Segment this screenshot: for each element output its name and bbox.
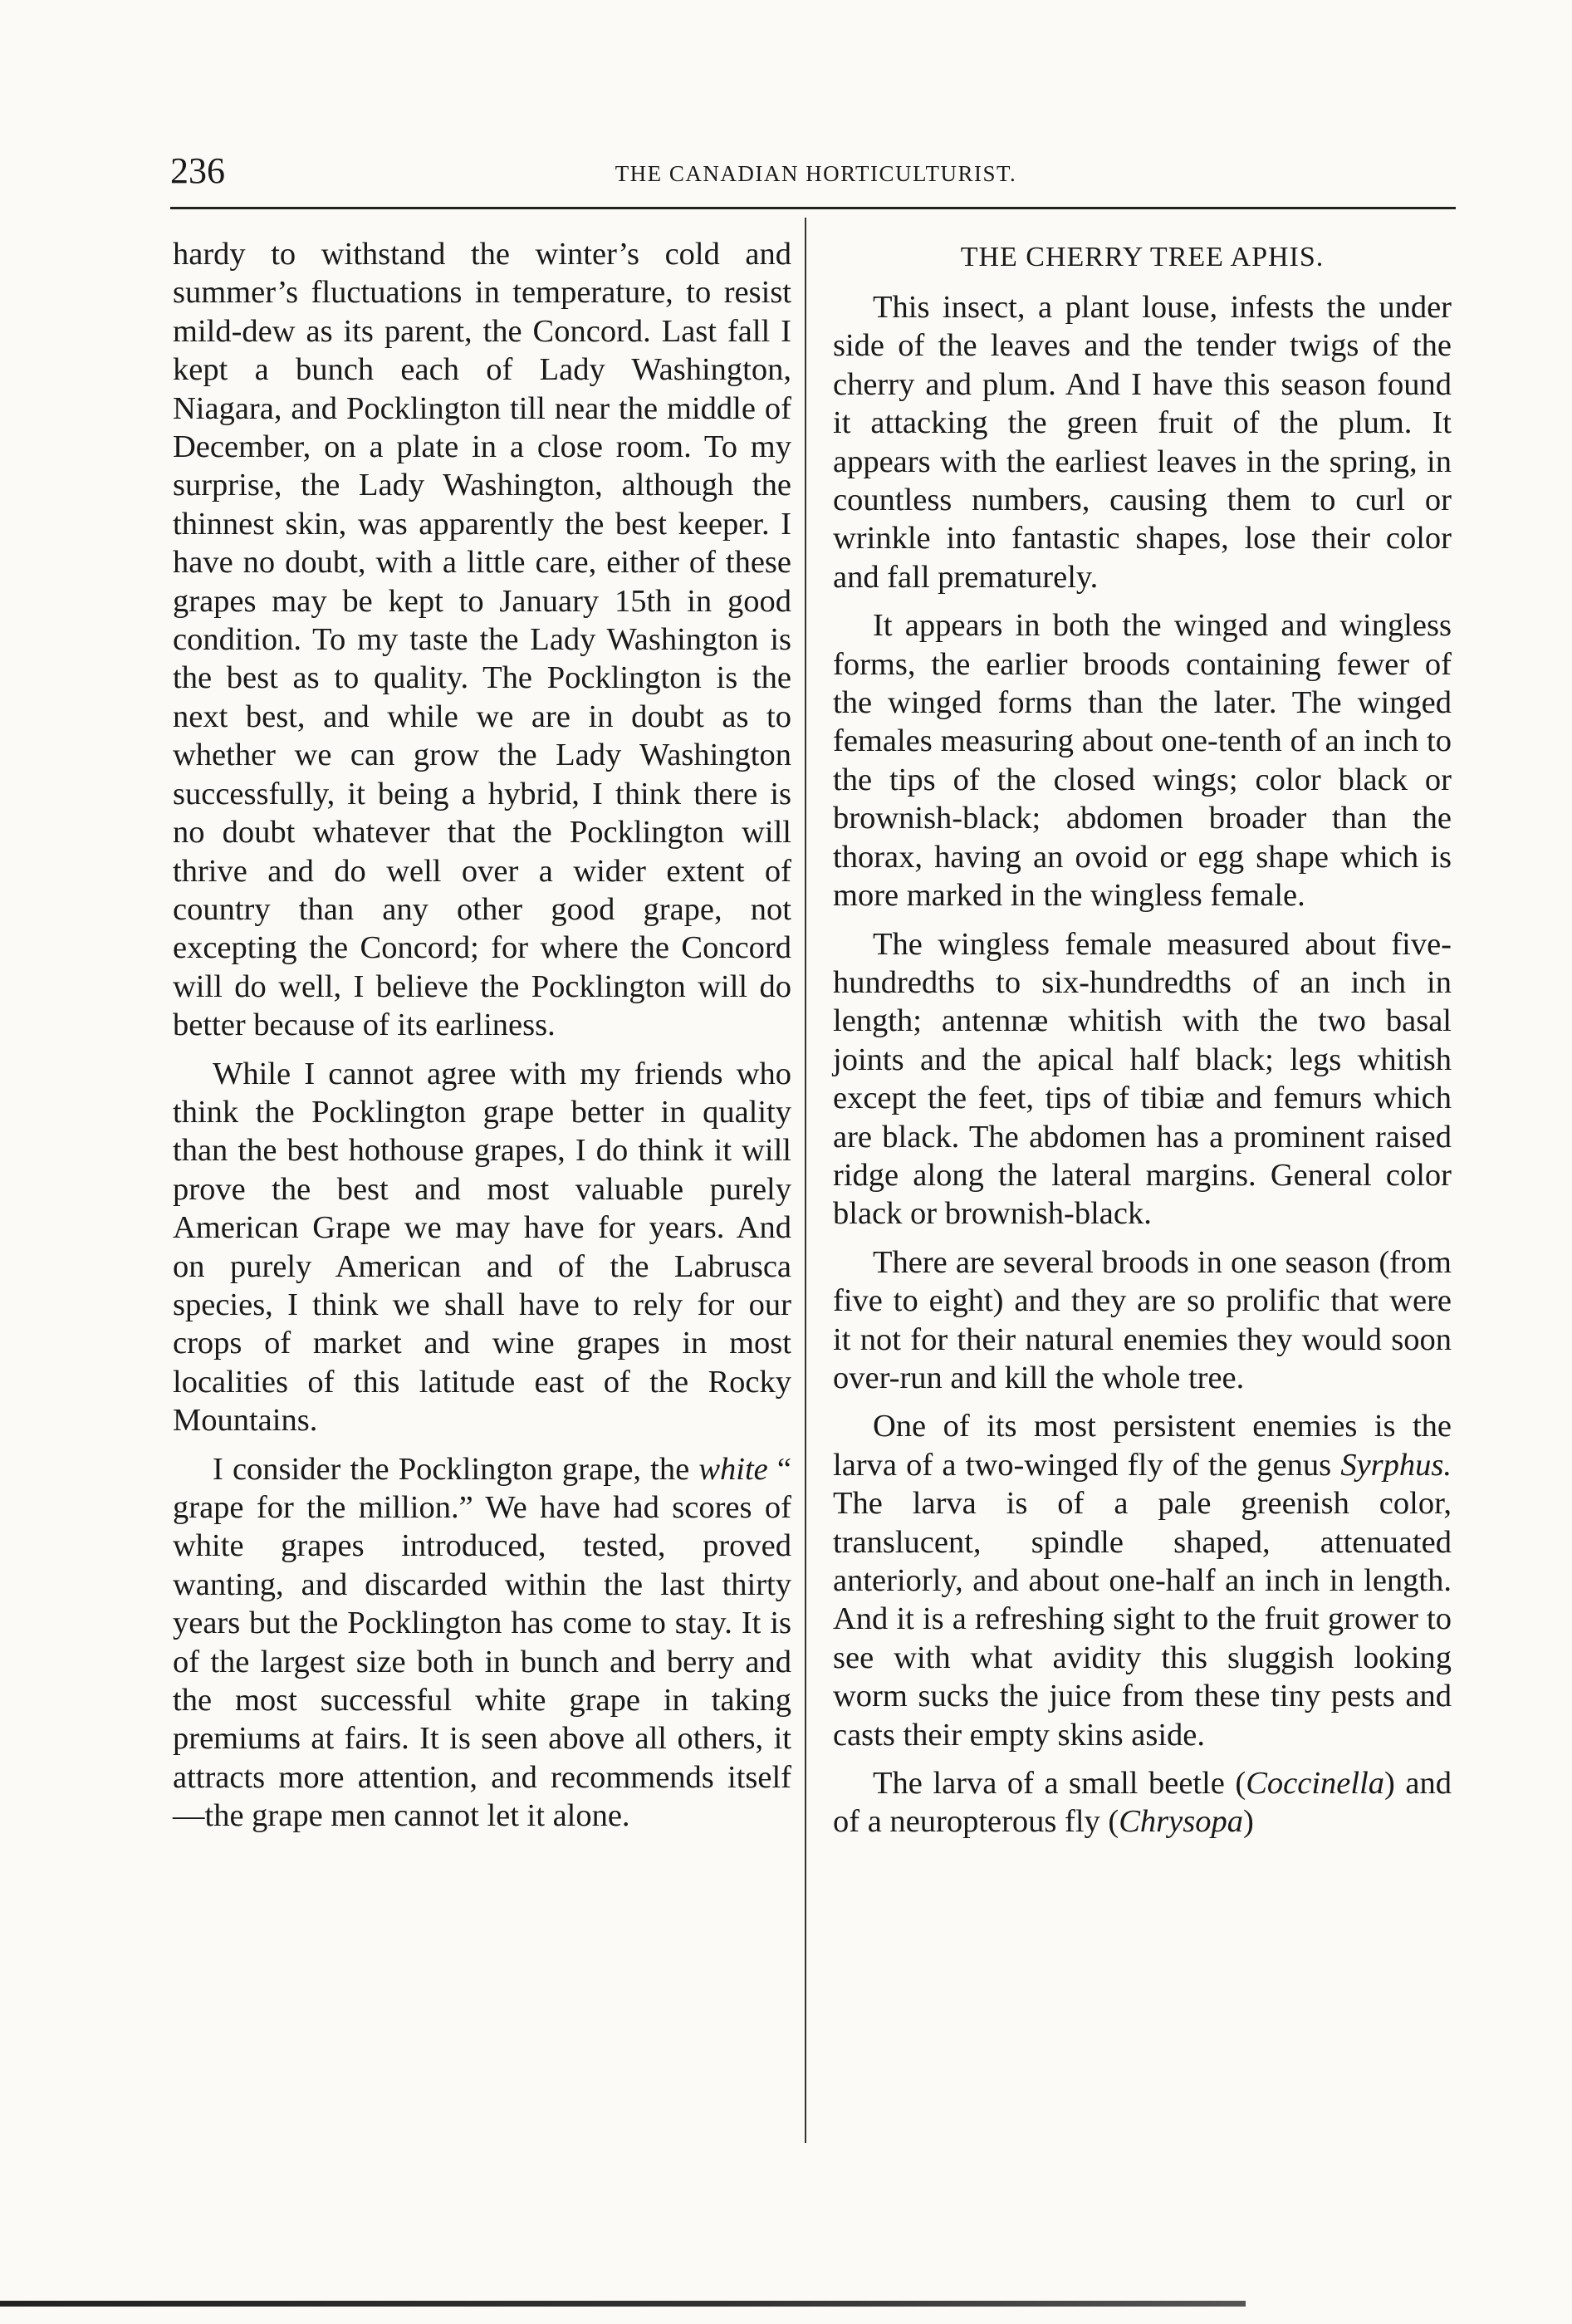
paragraph: There are several broods in one season (from five to eight) and they are so prolific that were it not for their natural enemies they would soon over-run and kill the whole tree. [833, 1244, 1452, 1395]
paragraph: The wingless female measured about five-hundredths to six-hundredths of an inch in length; antennæ whitish with the two basal joints and the apical half black; legs whitish except the feet, tips of tibiæ and femurs which are black. The abdomen has a prominent raised ridge along the lateral margins. General color black or brownish-black. [833, 926, 1452, 1232]
paragraph: While I cannot agree with my friends who think the Pocklington grape better in quality than the best hothouse grapes, I do think it will prove the best and most valuable purely American Grape we may have for years. And on purely American and of the Labrusca species, I think we shall have to rely for our crops of market and wine grapes in most localities of this latitude east of the Rocky Mountains. [173, 1056, 791, 1439]
text-run: The larva is of a pale greenish color, translucent, spindle shaped, attenuated anteriorly, and about one-half an inch in length. And it is a refreshing sight to the fruit grower to see with what avidity this sluggish looking worm sucks the juice from these tiny pests and casts their empty skins aside. [833, 1486, 1452, 1753]
text-run: ) and of a neuropterous fly ( [833, 1766, 1452, 1840]
text-run: ) [1242, 1804, 1254, 1840]
header-rule [170, 207, 1456, 209]
bottom-rule [0, 2301, 1246, 2307]
paragraph: This insect, a plant louse, infests the under side of the leaves and the tender twigs of the cherry and plum. And I have this season found it attacking the green fruit of the plum. It appears with the earliest leaves in the spring, in countless numbers, causing them to curl or wrinkle into fantastic shapes, lose their color and fall prematurely. [833, 290, 1452, 595]
italic-text: Coccinella [1246, 1766, 1385, 1802]
left-column [173, 235, 791, 1846]
text-run: “ grape for the million.” We have had scores of white grapes introduced, tested, proved wanting, and discarded within the last thirty years but the Pocklington has come to stay. It is of the largest size both in bunch and berry and the most successful white grape in taking premiums at fairs. It is seen above all others, it attracts more attention, and recommends itself—the grape men cannot let it alone. [173, 1451, 792, 1834]
paragraph: It appears in both the winged and wingless forms, the earlier broods containing fewer of the winged forms than the later. The winged females measuring about one-tenth of an inch to the tips of the closed wings; color black or brownish-black; abdomen broader than the thorax, having an ovoid or egg shape which is more marked in the wingless female. [833, 608, 1452, 914]
paragraph: hardy to withstand the winter’s cold and summer’s fluctuations in temperature, to resist mild-dew as its parent, the Concord. Last fall I kept a bunch each of Lady Washington, Niagara, and Pocklington till near the middle of December, on a plate in a close room. To my surprise, the Lady Washington, although the thinnest skin, was apparently the best keeper. I have no doubt, with a little care, either of these grapes may be kept to January 15th in good condition. To my taste the Lady Washington is the best as to quality. The Pocklington is the next best, and while we are in doubt as to whether we can grow the Lady Washington successfully, it being a hybrid, I think there is no doubt whatever that the Pocklington will thrive and do well over a wider extent of country than any other good grape, not excepting the Concord; for where the Concord will do well, I believe the Pocklington will do better because of its earliness. [173, 237, 791, 1043]
text-run: I consider the Pocklington grape, the [213, 1451, 699, 1487]
page-number: 236 [170, 150, 225, 191]
italic-text: white [698, 1451, 768, 1487]
paragraph [173, 1450, 791, 1836]
text-run: The larva of a small beetle ( [873, 1766, 1246, 1802]
section-title: THE CHERRY TREE APHIS. [960, 242, 1325, 272]
column-divider [805, 218, 806, 2143]
right-column [833, 235, 1452, 1851]
running-title: THE CANADIAN HORTICULTURIST. [615, 161, 1017, 186]
italic-text: Syrphus. [1340, 1447, 1452, 1483]
paragraph [833, 1407, 1452, 1754]
text-run: One of its most persistent enemies is the larva of a two-winged fly of the genus [833, 1409, 1452, 1483]
italic-text: Chrysopa [1119, 1804, 1243, 1840]
paragraph [833, 1764, 1452, 1841]
page-header [170, 148, 1462, 194]
